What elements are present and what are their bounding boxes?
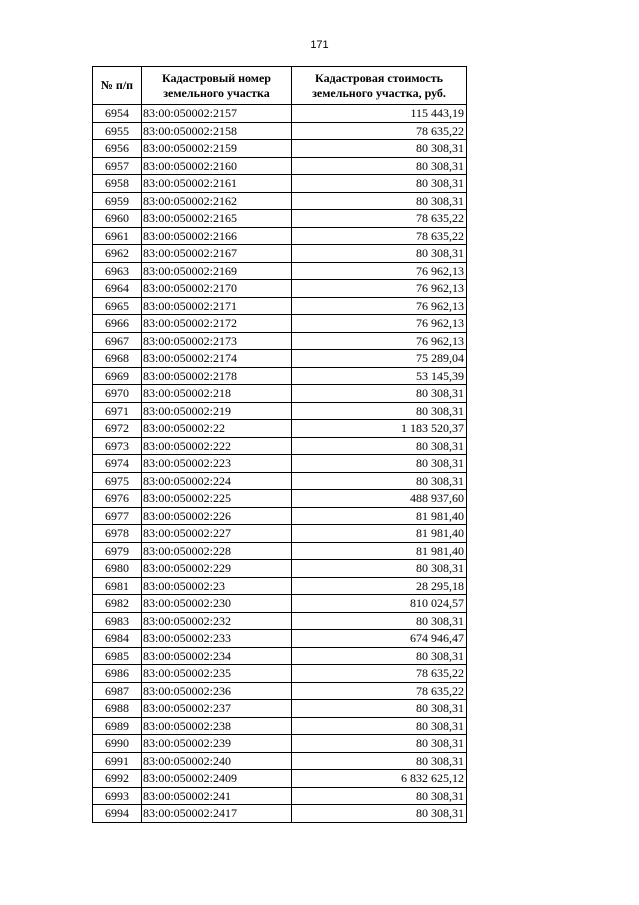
table-row [93, 192, 467, 210]
cadastral-cost-cell: 115 443,19 [292, 105, 467, 123]
table-row [93, 717, 467, 735]
cadastral-number-cell: 83:00:050002:230 [142, 595, 292, 613]
table-row [93, 630, 467, 648]
row-number-cell: 6971 [93, 402, 142, 420]
row-number-cell: 6983 [93, 612, 142, 630]
cadastral-cost-cell: 80 308,31 [292, 647, 467, 665]
cadastral-number-cell: 83:00:050002:226 [142, 507, 292, 525]
row-number-cell: 6982 [93, 595, 142, 613]
table-row [93, 367, 467, 385]
cadastral-number-cell: 83:00:050002:2157 [142, 105, 292, 123]
header-row-number: № п/п [93, 67, 142, 105]
cadastral-cost-cell: 53 145,39 [292, 367, 467, 385]
row-number-cell: 6989 [93, 717, 142, 735]
table-row [93, 665, 467, 683]
cadastral-cost-cell: 80 308,31 [292, 157, 467, 175]
table-row [93, 560, 467, 578]
cadastral-number-cell: 83:00:050002:224 [142, 472, 292, 490]
row-number-cell: 6985 [93, 647, 142, 665]
table-row [93, 315, 467, 333]
table-row [93, 210, 467, 228]
row-number-cell: 6957 [93, 157, 142, 175]
cadastral-cost-cell: 80 308,31 [292, 752, 467, 770]
row-number-cell: 6975 [93, 472, 142, 490]
row-number-cell: 6994 [93, 805, 142, 823]
table-row [93, 420, 467, 438]
table-row [93, 297, 467, 315]
cadastral-cost-cell: 28 295,18 [292, 577, 467, 595]
cadastral-cost-cell: 80 308,31 [292, 717, 467, 735]
cadastral-number-cell: 83:00:050002:2161 [142, 175, 292, 193]
row-number-cell: 6978 [93, 525, 142, 543]
cadastral-cost-cell: 6 832 625,12 [292, 770, 467, 788]
cadastral-number-cell: 83:00:050002:222 [142, 437, 292, 455]
cadastral-cost-cell: 75 289,04 [292, 350, 467, 368]
row-number-cell: 6956 [93, 140, 142, 158]
row-number-cell: 6969 [93, 367, 142, 385]
cadastral-number-cell: 83:00:050002:2158 [142, 122, 292, 140]
table-row [93, 472, 467, 490]
row-number-cell: 6984 [93, 630, 142, 648]
cadastral-cost-cell: 81 981,40 [292, 542, 467, 560]
cadastral-cost-cell: 80 308,31 [292, 140, 467, 158]
cadastral-cost-cell: 80 308,31 [292, 385, 467, 403]
table-row [93, 542, 467, 560]
row-number-cell: 6986 [93, 665, 142, 683]
table-row [93, 700, 467, 718]
table-header-row [93, 67, 467, 105]
cadastral-number-cell: 83:00:050002:2173 [142, 332, 292, 350]
cadastral-cost-cell: 80 308,31 [292, 472, 467, 490]
cadastral-number-cell: 83:00:050002:229 [142, 560, 292, 578]
row-number-cell: 6992 [93, 770, 142, 788]
cadastral-number-cell: 83:00:050002:241 [142, 787, 292, 805]
cadastral-cost-cell: 488 937,60 [292, 490, 467, 508]
cadastral-number-cell: 83:00:050002:223 [142, 455, 292, 473]
cadastral-cost-cell: 80 308,31 [292, 805, 467, 823]
table-row [93, 140, 467, 158]
cadastral-number-cell: 83:00:050002:2167 [142, 245, 292, 263]
cadastral-cost-cell: 674 946,47 [292, 630, 467, 648]
table-row [93, 525, 467, 543]
row-number-cell: 6974 [93, 455, 142, 473]
cadastral-number-cell: 83:00:050002:2166 [142, 227, 292, 245]
row-number-cell: 6966 [93, 315, 142, 333]
cadastral-number-cell: 83:00:050002:227 [142, 525, 292, 543]
row-number-cell: 6959 [93, 192, 142, 210]
cadastral-cost-cell: 810 024,57 [292, 595, 467, 613]
row-number-cell: 6988 [93, 700, 142, 718]
cadastral-number-cell: 83:00:050002:2159 [142, 140, 292, 158]
row-number-cell: 6958 [93, 175, 142, 193]
row-number-cell: 6991 [93, 752, 142, 770]
table-row [93, 752, 467, 770]
cadastral-number-cell: 83:00:050002:236 [142, 682, 292, 700]
table-row [93, 262, 467, 280]
row-number-cell: 6962 [93, 245, 142, 263]
cadastral-cost-cell: 80 308,31 [292, 455, 467, 473]
table-row [93, 735, 467, 753]
table-row [93, 122, 467, 140]
cadastral-number-cell: 83:00:050002:218 [142, 385, 292, 403]
cadastral-cost-cell: 78 635,22 [292, 227, 467, 245]
row-number-cell: 6964 [93, 280, 142, 298]
cadastral-number-cell: 83:00:050002:2165 [142, 210, 292, 228]
cadastral-number-cell: 83:00:050002:2169 [142, 262, 292, 280]
table-row [93, 787, 467, 805]
cadastral-number-cell: 83:00:050002:239 [142, 735, 292, 753]
cadastral-cost-cell: 80 308,31 [292, 700, 467, 718]
cadastral-number-cell: 83:00:050002:219 [142, 402, 292, 420]
cadastral-number-cell: 83:00:050002:232 [142, 612, 292, 630]
cadastral-cost-cell: 80 308,31 [292, 787, 467, 805]
table-row [93, 612, 467, 630]
cadastral-cost-cell: 78 635,22 [292, 682, 467, 700]
table-row [93, 402, 467, 420]
cadastral-cost-cell: 80 308,31 [292, 437, 467, 455]
row-number-cell: 6955 [93, 122, 142, 140]
cadastral-number-cell: 83:00:050002:2162 [142, 192, 292, 210]
row-number-cell: 6973 [93, 437, 142, 455]
table-body [93, 105, 467, 823]
row-number-cell: 6980 [93, 560, 142, 578]
cadastral-value-table [92, 66, 467, 823]
row-number-cell: 6960 [93, 210, 142, 228]
table-row [93, 157, 467, 175]
row-number-cell: 6993 [93, 787, 142, 805]
cadastral-number-cell: 83:00:050002:2178 [142, 367, 292, 385]
table-row [93, 647, 467, 665]
table-row [93, 577, 467, 595]
table-row [93, 507, 467, 525]
cadastral-number-cell: 83:00:050002:2409 [142, 770, 292, 788]
row-number-cell: 6954 [93, 105, 142, 123]
page-number: 171 [310, 39, 329, 51]
row-number-cell: 6979 [93, 542, 142, 560]
table-row [93, 245, 467, 263]
cadastral-cost-cell: 78 635,22 [292, 122, 467, 140]
cadastral-number-cell: 83:00:050002:228 [142, 542, 292, 560]
cadastral-cost-cell: 80 308,31 [292, 175, 467, 193]
cadastral-number-cell: 83:00:050002:233 [142, 630, 292, 648]
table-row [93, 350, 467, 368]
cadastral-number-cell: 83:00:050002:2417 [142, 805, 292, 823]
header-cadastral-number: Кадастровый номер земельного участка [142, 67, 292, 105]
cadastral-cost-cell: 76 962,13 [292, 332, 467, 350]
cadastral-number-cell: 83:00:050002:234 [142, 647, 292, 665]
cadastral-number-cell: 83:00:050002:225 [142, 490, 292, 508]
cadastral-cost-cell: 80 308,31 [292, 402, 467, 420]
cadastral-number-cell: 83:00:050002:22 [142, 420, 292, 438]
cadastral-number-cell: 83:00:050002:2174 [142, 350, 292, 368]
row-number-cell: 6965 [93, 297, 142, 315]
row-number-cell: 6987 [93, 682, 142, 700]
row-number-cell: 6963 [93, 262, 142, 280]
table-row [93, 805, 467, 823]
row-number-cell: 6968 [93, 350, 142, 368]
cadastral-cost-cell: 78 635,22 [292, 665, 467, 683]
table-row [93, 175, 467, 193]
table-row [93, 227, 467, 245]
table-row [93, 490, 467, 508]
row-number-cell: 6970 [93, 385, 142, 403]
table-row [93, 595, 467, 613]
cadastral-number-cell: 83:00:050002:235 [142, 665, 292, 683]
cadastral-cost-cell: 80 308,31 [292, 245, 467, 263]
cadastral-cost-cell: 80 308,31 [292, 612, 467, 630]
cadastral-number-cell: 83:00:050002:2172 [142, 315, 292, 333]
table-row [93, 770, 467, 788]
row-number-cell: 6981 [93, 577, 142, 595]
table-row [93, 455, 467, 473]
cadastral-cost-cell: 80 308,31 [292, 192, 467, 210]
cadastral-number-cell: 83:00:050002:23 [142, 577, 292, 595]
cadastral-cost-cell: 80 308,31 [292, 735, 467, 753]
cadastral-number-cell: 83:00:050002:2171 [142, 297, 292, 315]
cadastral-cost-cell: 78 635,22 [292, 210, 467, 228]
row-number-cell: 6990 [93, 735, 142, 753]
table-row [93, 105, 467, 123]
cadastral-cost-cell: 80 308,31 [292, 560, 467, 578]
row-number-cell: 6976 [93, 490, 142, 508]
cadastral-number-cell: 83:00:050002:237 [142, 700, 292, 718]
cadastral-number-cell: 83:00:050002:240 [142, 752, 292, 770]
row-number-cell: 6961 [93, 227, 142, 245]
row-number-cell: 6972 [93, 420, 142, 438]
cadastral-cost-cell: 81 981,40 [292, 507, 467, 525]
cadastral-cost-cell: 76 962,13 [292, 280, 467, 298]
cadastral-cost-cell: 76 962,13 [292, 315, 467, 333]
cadastral-number-cell: 83:00:050002:2170 [142, 280, 292, 298]
cadastral-number-cell: 83:00:050002:238 [142, 717, 292, 735]
table-row [93, 280, 467, 298]
cadastral-cost-cell: 1 183 520,37 [292, 420, 467, 438]
cadastral-cost-cell: 81 981,40 [292, 525, 467, 543]
cadastral-cost-cell: 76 962,13 [292, 297, 467, 315]
row-number-cell: 6977 [93, 507, 142, 525]
table-row [93, 332, 467, 350]
table-row [93, 385, 467, 403]
header-cadastral-cost: Кадастровая стоимость земельного участка, руб. [292, 67, 467, 105]
table-row [93, 437, 467, 455]
cadastral-cost-cell: 76 962,13 [292, 262, 467, 280]
table-row [93, 682, 467, 700]
row-number-cell: 6967 [93, 332, 142, 350]
cadastral-number-cell: 83:00:050002:2160 [142, 157, 292, 175]
